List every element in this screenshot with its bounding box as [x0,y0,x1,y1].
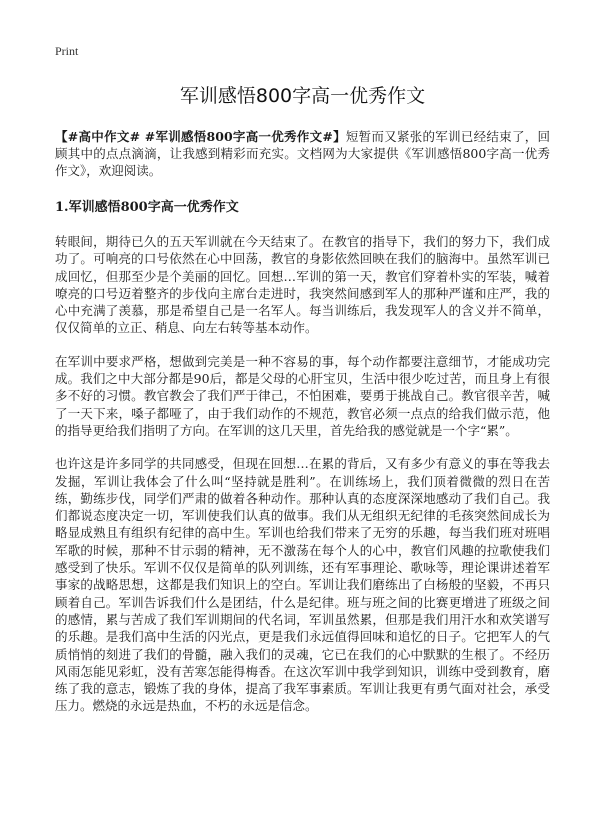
body-paragraph-2: 在军训中要求严格，想做到完美是一种不容易的事，每个动作都要注意细节，才能成功完成。我们之中大部分都是90后，都是父母的心肝宝贝，生活中很少吃过苦，而且身上有很多不好的习惯。教官教会了我们严于律己，不怕困难，要勇于挑战自己。教官很辛苦，喊了一天下来，嗓子都哑了，由于我们动作的不规范，教官必须一点点的给我们做示范，他的指导更给我们指明了方向。在军训的这几天里，首先给我的感觉就是一个字“累”。 [55,353,550,438]
page-title: 军训感悟800字高一优秀作文 [179,85,426,107]
body-paragraph-3: 也许这是许多同学的共同感受，但现在回想…在累的背后，又有多少有意义的事在等我去发掘，军训让我体会了什么叫“坚持就是胜利”。在训练场上，我们顶着微微的烈日在苦练，勤练步伐，同学们严肃的做着各种动作。那种认真的态度深深地感动了我们自己。我们都说态度决定一切，军训使我们认真的做事。我们从无组织无纪律的毛孩突然间成长为略显成熟且有组织有纪律的高中生。军训也给我们带来了无穷的乐趣，每当我们班对班唱军歌的时候，那种不甘示弱的精神，无不激荡在每个人的心中，教官们风趣的拉歌使我们感受到了快乐。军训不仅仅是简单的队列训练，还有军事理论、歌咏等，理论课讲述着军事家的战略思想，这都是我们知识上的空白。军训让我们磨练出了白杨般的坚毅，不再只顾着自己。军训告诉我们什么是团结，什么是纪律。班与班之间的比赛更增进了班级之间的感情，累与苦成了我们军训期间的代名词，军训虽然累，但那是我们用汗水和欢笑谱写的乐趣。是我们高中生活的闪光点，更是我们永远值得回味和追忆的日子。它把军人的气质悄悄的刻进了我们的骨髓，融入我们的灵魂，它已在我们的心中默默的生根了。不经历风雨怎能见彩虹，没有苦寒怎能得梅香。在这次军训中我学到知识，训练中受到教育，磨练了我的意志，锻炼了我的身体，提高了我军事素质。军训让我更有勇气面对社会，承受压力。燃烧的永远是热血，不朽的永远是信念。 [55,456,550,714]
section-heading: 1.军训感悟800字高一优秀作文 [55,200,239,215]
body-paragraph-1: 转眼间，期待已久的五天军训就在今天结束了。在教官的指导下，我们的努力下，我们成功了。可响亮的口号依然在心中回荡，教官的身影依然回映在我们的脑海中。虽然军训已成回忆，但那至少是个美丽的回忆。回想…军训的第一天，教官们穿着朴实的军装，喊着嘹亮的口号迈着整齐的步伐向主席台走进时，我突然间感到军人的那种严谨和庄严，我的心中充满了羡慕，那是希望自己是一名军人。每当训练后，我发现军人的含义并不简单，仅仅简单的立正、稍息、向左右转等基本动作。 [55,234,550,336]
intro-paragraph [55,128,550,179]
intro-text: 短暂而又紧张的军训已经结束了，回顾其中的点点滴滴，让我感到精彩而充实。文档网为大家提供《军训感悟800字高一优秀作文》，欢迎阅读。 [55,129,550,178]
intro-tags: 【#高中作文# #军训感悟800字高一优秀作文#】 [55,129,346,144]
print-link[interactable]: Print [55,44,79,58]
